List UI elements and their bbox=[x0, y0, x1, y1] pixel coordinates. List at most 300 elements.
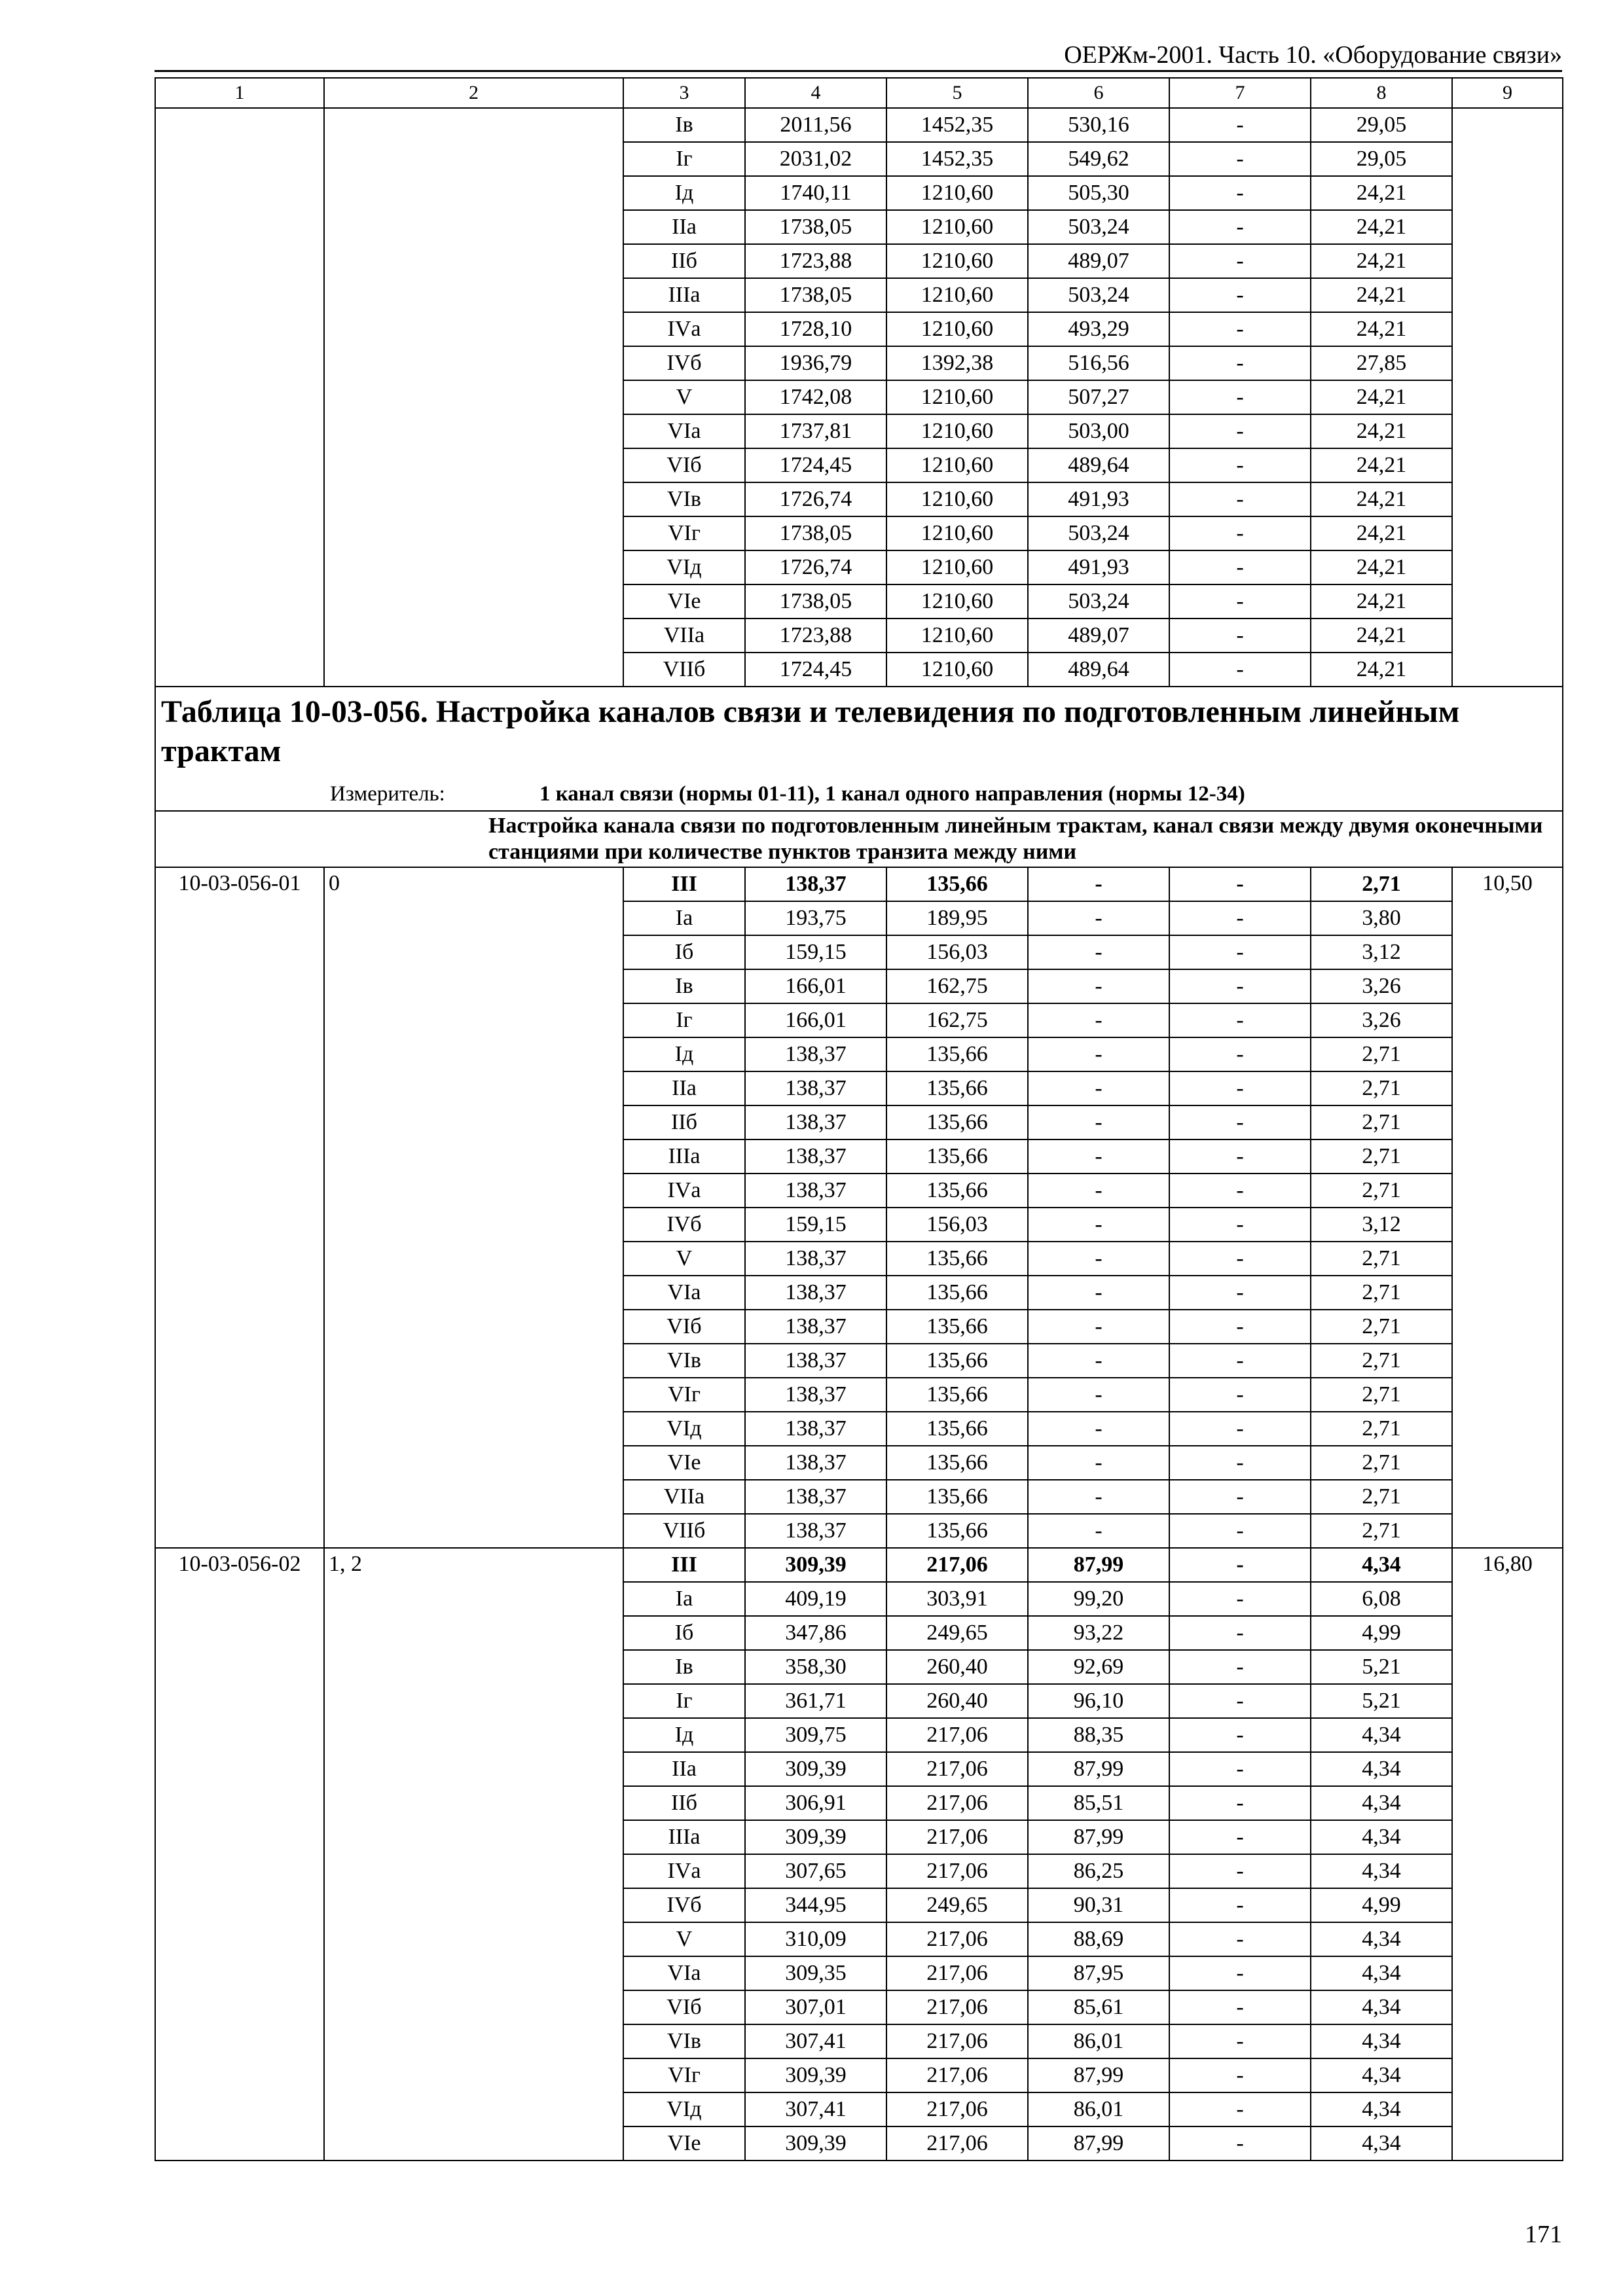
table-cell: - bbox=[1169, 108, 1311, 142]
table-cell: 135,66 bbox=[886, 1276, 1028, 1310]
table-cell: 1210,60 bbox=[886, 176, 1028, 210]
table-cell: 2,71 bbox=[1311, 1276, 1452, 1310]
norm-param: 1, 2 bbox=[324, 1548, 623, 2161]
table-cell: 1210,60 bbox=[886, 380, 1028, 414]
table-cell: - bbox=[1169, 1310, 1311, 1344]
table-cell: 503,24 bbox=[1028, 278, 1169, 312]
table-cell: 309,39 bbox=[745, 1752, 886, 1786]
table-cell: 503,24 bbox=[1028, 584, 1169, 619]
column-number-row bbox=[155, 78, 1563, 108]
table-cell: 4,34 bbox=[1311, 2126, 1452, 2161]
table-cell: 99,20 bbox=[1028, 1582, 1169, 1616]
table-cell: - bbox=[1169, 1650, 1311, 1684]
table-cell: 24,21 bbox=[1311, 244, 1452, 278]
table-cell: 491,93 bbox=[1028, 550, 1169, 584]
code-cell bbox=[155, 108, 324, 687]
column-number: 4 bbox=[745, 78, 886, 108]
table-cell: 29,05 bbox=[1311, 108, 1452, 142]
table-cell: Iв bbox=[623, 1650, 745, 1684]
table-cell: VIг bbox=[623, 2058, 745, 2092]
table-cell: 2,71 bbox=[1311, 1446, 1452, 1480]
table-cell: 138,37 bbox=[745, 1514, 886, 1548]
table-cell: 217,06 bbox=[886, 2126, 1028, 2161]
table-cell: 1726,74 bbox=[745, 482, 886, 516]
table-cell: IIIа bbox=[623, 1820, 745, 1854]
column-number: 8 bbox=[1311, 78, 1452, 108]
table-cell: - bbox=[1169, 448, 1311, 482]
table-cell: IVб bbox=[623, 1208, 745, 1242]
table-cell: 24,21 bbox=[1311, 619, 1452, 653]
table-cell: - bbox=[1028, 1480, 1169, 1514]
table-cell: VIа bbox=[623, 414, 745, 448]
measure-label: Измеритель: bbox=[330, 782, 445, 806]
table-cell: 4,34 bbox=[1311, 2024, 1452, 2058]
table-cell: - bbox=[1028, 1514, 1169, 1548]
table-cell: 217,06 bbox=[886, 1854, 1028, 1888]
table-cell: IVа bbox=[623, 1854, 745, 1888]
table-cell: 1392,38 bbox=[886, 346, 1028, 380]
table-cell: 24,21 bbox=[1311, 414, 1452, 448]
table-cell: 24,21 bbox=[1311, 550, 1452, 584]
table-cell: 27,85 bbox=[1311, 346, 1452, 380]
table-cell: - bbox=[1028, 1208, 1169, 1242]
table-cell: 249,65 bbox=[886, 1616, 1028, 1650]
table-cell: - bbox=[1169, 176, 1311, 210]
table-cell: - bbox=[1169, 550, 1311, 584]
table-cell: 4,34 bbox=[1311, 1956, 1452, 1990]
table-cell: VIб bbox=[623, 1310, 745, 1344]
table-cell: 303,91 bbox=[886, 1582, 1028, 1616]
table-cell: - bbox=[1169, 380, 1311, 414]
table-cell: 86,25 bbox=[1028, 1854, 1169, 1888]
table-cell: 2,71 bbox=[1311, 1310, 1452, 1344]
table-cell: 86,01 bbox=[1028, 2092, 1169, 2126]
table-cell: - bbox=[1028, 969, 1169, 1003]
table-cell: 4,34 bbox=[1311, 1786, 1452, 1820]
table-cell: 1723,88 bbox=[745, 619, 886, 653]
table-cell: VIв bbox=[623, 2024, 745, 2058]
table-cell: 1726,74 bbox=[745, 550, 886, 584]
table-cell: - bbox=[1028, 1037, 1169, 1071]
table-cell: III bbox=[623, 867, 745, 901]
table-cell: - bbox=[1028, 1344, 1169, 1378]
table-cell: - bbox=[1169, 2092, 1311, 2126]
table-cell: 1210,60 bbox=[886, 516, 1028, 550]
table-cell: - bbox=[1169, 1071, 1311, 1105]
table-cell: - bbox=[1028, 1071, 1169, 1105]
table-cell: - bbox=[1169, 1854, 1311, 1888]
table-cell: VIIб bbox=[623, 1514, 745, 1548]
table-cell: - bbox=[1169, 142, 1311, 176]
table-cell: - bbox=[1169, 414, 1311, 448]
table-cell: 217,06 bbox=[886, 2058, 1028, 2092]
table-cell: 24,21 bbox=[1311, 653, 1452, 687]
table-cell: 306,91 bbox=[745, 1786, 886, 1820]
table-cell: 505,30 bbox=[1028, 176, 1169, 210]
table-cell: 6,08 bbox=[1311, 1582, 1452, 1616]
table-cell: - bbox=[1028, 1446, 1169, 1480]
table-cell: - bbox=[1028, 1174, 1169, 1208]
table-cell: 1738,05 bbox=[745, 516, 886, 550]
table-cell: 4,34 bbox=[1311, 2058, 1452, 2092]
table-cell: 2,71 bbox=[1311, 1378, 1452, 1412]
table-cell: 1210,60 bbox=[886, 244, 1028, 278]
table-cell: IIа bbox=[623, 1071, 745, 1105]
table-cell: 1210,60 bbox=[886, 550, 1028, 584]
table-cell: 493,29 bbox=[1028, 312, 1169, 346]
table-cell: 217,06 bbox=[886, 1786, 1028, 1820]
table-cell: 96,10 bbox=[1028, 1684, 1169, 1718]
table-cell: VIIа bbox=[623, 619, 745, 653]
table-cell: 2,71 bbox=[1311, 1480, 1452, 1514]
table-cell: 217,06 bbox=[886, 1922, 1028, 1956]
table-cell: 29,05 bbox=[1311, 142, 1452, 176]
table-cell: 530,16 bbox=[1028, 108, 1169, 142]
table-cell: - bbox=[1028, 1412, 1169, 1446]
table-cell: 217,06 bbox=[886, 1990, 1028, 2024]
table-cell: 162,75 bbox=[886, 1003, 1028, 1037]
table-cell: - bbox=[1169, 1922, 1311, 1956]
table-cell: 217,06 bbox=[886, 2024, 1028, 2058]
table-cell: 2,71 bbox=[1311, 1344, 1452, 1378]
table-cell: 1738,05 bbox=[745, 210, 886, 244]
table-cell: 1728,10 bbox=[745, 312, 886, 346]
table-cell: 93,22 bbox=[1028, 1616, 1169, 1650]
table-cell: - bbox=[1169, 1820, 1311, 1854]
table-cell: IIIа bbox=[623, 278, 745, 312]
table-cell: VIд bbox=[623, 1412, 745, 1446]
table-cell: - bbox=[1028, 935, 1169, 969]
table-cell: 344,95 bbox=[745, 1888, 886, 1922]
table-cell: 138,37 bbox=[745, 1139, 886, 1174]
table-cell: 217,06 bbox=[886, 1956, 1028, 1990]
table-cell: - bbox=[1169, 1480, 1311, 1514]
table-cell: 138,37 bbox=[745, 1242, 886, 1276]
table-cell: 135,66 bbox=[886, 1344, 1028, 1378]
table-cell: - bbox=[1169, 516, 1311, 550]
table-cell: VIа bbox=[623, 1956, 745, 1990]
table-cell: 1742,08 bbox=[745, 380, 886, 414]
table-cell: 309,35 bbox=[745, 1956, 886, 1990]
table-cell: IVа bbox=[623, 1174, 745, 1208]
table-cell: 2,71 bbox=[1311, 1242, 1452, 1276]
table-cell: - bbox=[1169, 1174, 1311, 1208]
norms-table bbox=[155, 77, 1563, 2161]
table-cell: Iб bbox=[623, 935, 745, 969]
table-cell: IIб bbox=[623, 244, 745, 278]
table-cell: - bbox=[1169, 1956, 1311, 1990]
table-cell: 88,69 bbox=[1028, 1922, 1169, 1956]
table-cell: 135,66 bbox=[886, 1242, 1028, 1276]
table-cell: 1210,60 bbox=[886, 584, 1028, 619]
table-cell: 138,37 bbox=[745, 1105, 886, 1139]
table-cell: 138,37 bbox=[745, 1037, 886, 1071]
column-number: 6 bbox=[1028, 78, 1169, 108]
table-cell: 87,99 bbox=[1028, 2126, 1169, 2161]
table-cell: VIг bbox=[623, 1378, 745, 1412]
table-cell: 2,71 bbox=[1311, 867, 1452, 901]
table-cell: - bbox=[1028, 1310, 1169, 1344]
table-cell: 24,21 bbox=[1311, 176, 1452, 210]
table-cell: 217,06 bbox=[886, 1820, 1028, 1854]
table-cell: - bbox=[1169, 1208, 1311, 1242]
table-row bbox=[155, 1548, 1563, 1582]
measure-line bbox=[161, 780, 1557, 810]
table-cell: 1724,45 bbox=[745, 448, 886, 482]
table-cell: 138,37 bbox=[745, 867, 886, 901]
table-cell: Iг bbox=[623, 1003, 745, 1037]
table-cell: 85,61 bbox=[1028, 1990, 1169, 2024]
table-cell: IIIа bbox=[623, 1139, 745, 1174]
table-cell: - bbox=[1169, 1786, 1311, 1820]
table-cell: 217,06 bbox=[886, 1548, 1028, 1582]
table-cell: 309,39 bbox=[745, 1548, 886, 1582]
table-cell: VIа bbox=[623, 1276, 745, 1310]
table-title-row bbox=[155, 687, 1563, 811]
table-cell: 135,66 bbox=[886, 1105, 1028, 1139]
table-cell: 491,93 bbox=[1028, 482, 1169, 516]
table-cell: - bbox=[1169, 584, 1311, 619]
table-cell: 260,40 bbox=[886, 1684, 1028, 1718]
table-cell: VIв bbox=[623, 1344, 745, 1378]
table-cell: - bbox=[1028, 901, 1169, 935]
table-cell: VIб bbox=[623, 1990, 745, 2024]
table-cell: VIе bbox=[623, 2126, 745, 2161]
table-title: Таблица 10-03-056. Настройка каналов связи и телевидения по подготовленным линейным трактам bbox=[161, 694, 1460, 768]
param-cell bbox=[324, 108, 623, 687]
column-number: 9 bbox=[1452, 78, 1563, 108]
table-cell: 24,21 bbox=[1311, 584, 1452, 619]
table-cell: 503,24 bbox=[1028, 516, 1169, 550]
table-cell: - bbox=[1028, 1242, 1169, 1276]
table-cell: Iв bbox=[623, 969, 745, 1003]
table-cell: - bbox=[1169, 901, 1311, 935]
table-cell: V bbox=[623, 1922, 745, 1956]
table-cell: - bbox=[1169, 2024, 1311, 2058]
measure-value: 1 канал связи (нормы 01-11), 1 канал одного направления (нормы 12-34) bbox=[539, 782, 1245, 806]
table-cell: 1738,05 bbox=[745, 584, 886, 619]
table-cell: Iв bbox=[623, 108, 745, 142]
table-cell: V bbox=[623, 380, 745, 414]
table-cell: 217,06 bbox=[886, 2092, 1028, 2126]
table-cell: 489,64 bbox=[1028, 448, 1169, 482]
table-cell: 135,66 bbox=[886, 867, 1028, 901]
column-number: 2 bbox=[324, 78, 623, 108]
table-cell: 135,66 bbox=[886, 1446, 1028, 1480]
table-cell: 87,99 bbox=[1028, 1548, 1169, 1582]
table-cell: 24,21 bbox=[1311, 448, 1452, 482]
table-cell: - bbox=[1028, 1276, 1169, 1310]
table-cell: - bbox=[1169, 935, 1311, 969]
table-cell: 162,75 bbox=[886, 969, 1028, 1003]
table-cell: 135,66 bbox=[886, 1412, 1028, 1446]
table-cell: 307,41 bbox=[745, 2024, 886, 2058]
table-cell: - bbox=[1169, 1718, 1311, 1752]
table-cell: 1210,60 bbox=[886, 448, 1028, 482]
table-cell: 1210,60 bbox=[886, 210, 1028, 244]
table-cell: 138,37 bbox=[745, 1276, 886, 1310]
page-header bbox=[155, 39, 1562, 72]
table-cell: 4,34 bbox=[1311, 1548, 1452, 1582]
table-cell: IIб bbox=[623, 1105, 745, 1139]
table-cell: 24,21 bbox=[1311, 210, 1452, 244]
table-cell: 307,01 bbox=[745, 1990, 886, 2024]
table-cell: - bbox=[1169, 482, 1311, 516]
table-cell: VIе bbox=[623, 1446, 745, 1480]
table-cell: - bbox=[1169, 1242, 1311, 1276]
table-cell: 1724,45 bbox=[745, 653, 886, 687]
table-cell: 2011,56 bbox=[745, 108, 886, 142]
table-cell: - bbox=[1169, 867, 1311, 901]
table-cell: IIа bbox=[623, 210, 745, 244]
table-cell: 4,34 bbox=[1311, 1718, 1452, 1752]
table-cell: - bbox=[1169, 1037, 1311, 1071]
table-cell: 1740,11 bbox=[745, 176, 886, 210]
table-cell: 260,40 bbox=[886, 1650, 1028, 1684]
table-cell: 135,66 bbox=[886, 1174, 1028, 1208]
table-cell: 4,99 bbox=[1311, 1616, 1452, 1650]
table-cell: 138,37 bbox=[745, 1310, 886, 1344]
table-cell: 503,00 bbox=[1028, 414, 1169, 448]
table-title-cell bbox=[155, 687, 1563, 811]
table-cell: VIе bbox=[623, 584, 745, 619]
table-cell: 3,26 bbox=[1311, 1003, 1452, 1037]
table-cell: 2,71 bbox=[1311, 1514, 1452, 1548]
table-cell: VIIб bbox=[623, 653, 745, 687]
table-cell: 309,75 bbox=[745, 1718, 886, 1752]
table-cell: 92,69 bbox=[1028, 1650, 1169, 1684]
column-number: 3 bbox=[623, 78, 745, 108]
table-cell: 1738,05 bbox=[745, 278, 886, 312]
table-cell: IVб bbox=[623, 346, 745, 380]
table-cell: - bbox=[1169, 1105, 1311, 1139]
table-cell: 1210,60 bbox=[886, 312, 1028, 346]
table-cell: - bbox=[1169, 210, 1311, 244]
section-description: Настройка канала связи по подготовленным линейным трактам, канал связи между двумя оконечными станциями при количестве пунктов транзита между ними bbox=[155, 811, 1563, 867]
table-cell: 138,37 bbox=[745, 1344, 886, 1378]
table-cell: - bbox=[1169, 1582, 1311, 1616]
table-cell: Iд bbox=[623, 1037, 745, 1071]
table-cell: 489,64 bbox=[1028, 653, 1169, 687]
table-cell: - bbox=[1169, 1684, 1311, 1718]
table-cell: 5,21 bbox=[1311, 1684, 1452, 1718]
table-cell: 24,21 bbox=[1311, 380, 1452, 414]
table-cell: 409,19 bbox=[745, 1582, 886, 1616]
table-cell: 307,65 bbox=[745, 1854, 886, 1888]
table-cell: 3,80 bbox=[1311, 901, 1452, 935]
table-cell: IVб bbox=[623, 1888, 745, 1922]
table-cell: - bbox=[1028, 867, 1169, 901]
table-cell: 503,24 bbox=[1028, 210, 1169, 244]
table-cell: 5,21 bbox=[1311, 1650, 1452, 1684]
table-cell: 135,66 bbox=[886, 1139, 1028, 1174]
table-cell: - bbox=[1169, 1003, 1311, 1037]
table-cell: 217,06 bbox=[886, 1718, 1028, 1752]
col9-cell bbox=[1452, 108, 1563, 687]
table-cell: 193,75 bbox=[745, 901, 886, 935]
table-cell: 135,66 bbox=[886, 1310, 1028, 1344]
table-cell: 309,39 bbox=[745, 2126, 886, 2161]
table-cell: 90,31 bbox=[1028, 1888, 1169, 1922]
table-cell: 549,62 bbox=[1028, 142, 1169, 176]
table-cell: 4,34 bbox=[1311, 1990, 1452, 2024]
table-cell: - bbox=[1169, 1446, 1311, 1480]
table-cell: 135,66 bbox=[886, 1480, 1028, 1514]
table-cell: - bbox=[1169, 1514, 1311, 1548]
table-cell: 159,15 bbox=[745, 935, 886, 969]
table-cell: - bbox=[1169, 1990, 1311, 2024]
table-cell: 138,37 bbox=[745, 1174, 886, 1208]
table-cell: 4,34 bbox=[1311, 1752, 1452, 1786]
table-cell: 86,01 bbox=[1028, 2024, 1169, 2058]
column-number: 1 bbox=[155, 78, 324, 108]
table-cell: - bbox=[1169, 2126, 1311, 2161]
table-cell: 1210,60 bbox=[886, 653, 1028, 687]
table-body bbox=[155, 78, 1563, 2161]
table-cell: 489,07 bbox=[1028, 619, 1169, 653]
table-cell: 4,34 bbox=[1311, 2092, 1452, 2126]
table-cell: 156,03 bbox=[886, 1208, 1028, 1242]
header-rule bbox=[155, 70, 1562, 72]
norm-col9: 10,50 bbox=[1452, 867, 1563, 1548]
table-cell: VIд bbox=[623, 2092, 745, 2126]
table-cell: 217,06 bbox=[886, 1752, 1028, 1786]
table-cell: 3,12 bbox=[1311, 935, 1452, 969]
table-cell: 4,99 bbox=[1311, 1888, 1452, 1922]
table-cell: 87,99 bbox=[1028, 1820, 1169, 1854]
table-cell: 166,01 bbox=[745, 1003, 886, 1037]
table-cell: 307,41 bbox=[745, 2092, 886, 2126]
table-cell: - bbox=[1169, 244, 1311, 278]
table-cell: 358,30 bbox=[745, 1650, 886, 1684]
table-cell: 135,66 bbox=[886, 1037, 1028, 1071]
table-cell: 1936,79 bbox=[745, 346, 886, 380]
table-cell: 1210,60 bbox=[886, 482, 1028, 516]
table-cell: 249,65 bbox=[886, 1888, 1028, 1922]
table-cell: - bbox=[1028, 1003, 1169, 1037]
table-cell: VIв bbox=[623, 482, 745, 516]
table-cell: 87,99 bbox=[1028, 2058, 1169, 2092]
table-cell: 1723,88 bbox=[745, 244, 886, 278]
table-cell: 347,86 bbox=[745, 1616, 886, 1650]
table-cell: Iд bbox=[623, 1718, 745, 1752]
table-cell: V bbox=[623, 1242, 745, 1276]
table-cell: 24,21 bbox=[1311, 312, 1452, 346]
table-row bbox=[155, 867, 1563, 901]
table-cell: - bbox=[1169, 346, 1311, 380]
norm-param: 0 bbox=[324, 867, 623, 1548]
table-cell: IIа bbox=[623, 1752, 745, 1786]
table-row bbox=[155, 108, 1563, 142]
norm-col9: 16,80 bbox=[1452, 1548, 1563, 2161]
table-cell: 156,03 bbox=[886, 935, 1028, 969]
table-cell: IVа bbox=[623, 312, 745, 346]
table-cell: Iб bbox=[623, 1616, 745, 1650]
table-cell: 87,99 bbox=[1028, 1752, 1169, 1786]
header-title: ОЕРЖм-2001. Часть 10. «Оборудование связи» bbox=[1064, 41, 1562, 69]
table-cell: - bbox=[1169, 312, 1311, 346]
table-cell: Iд bbox=[623, 176, 745, 210]
table-cell: 189,95 bbox=[886, 901, 1028, 935]
page-number: 171 bbox=[1525, 2221, 1562, 2248]
table-cell: Iг bbox=[623, 1684, 745, 1718]
table-cell: 507,27 bbox=[1028, 380, 1169, 414]
table-cell: 138,37 bbox=[745, 1071, 886, 1105]
table-cell: - bbox=[1169, 1139, 1311, 1174]
table-cell: - bbox=[1169, 2058, 1311, 2092]
table-cell: 88,35 bbox=[1028, 1718, 1169, 1752]
table-cell: Iг bbox=[623, 142, 745, 176]
